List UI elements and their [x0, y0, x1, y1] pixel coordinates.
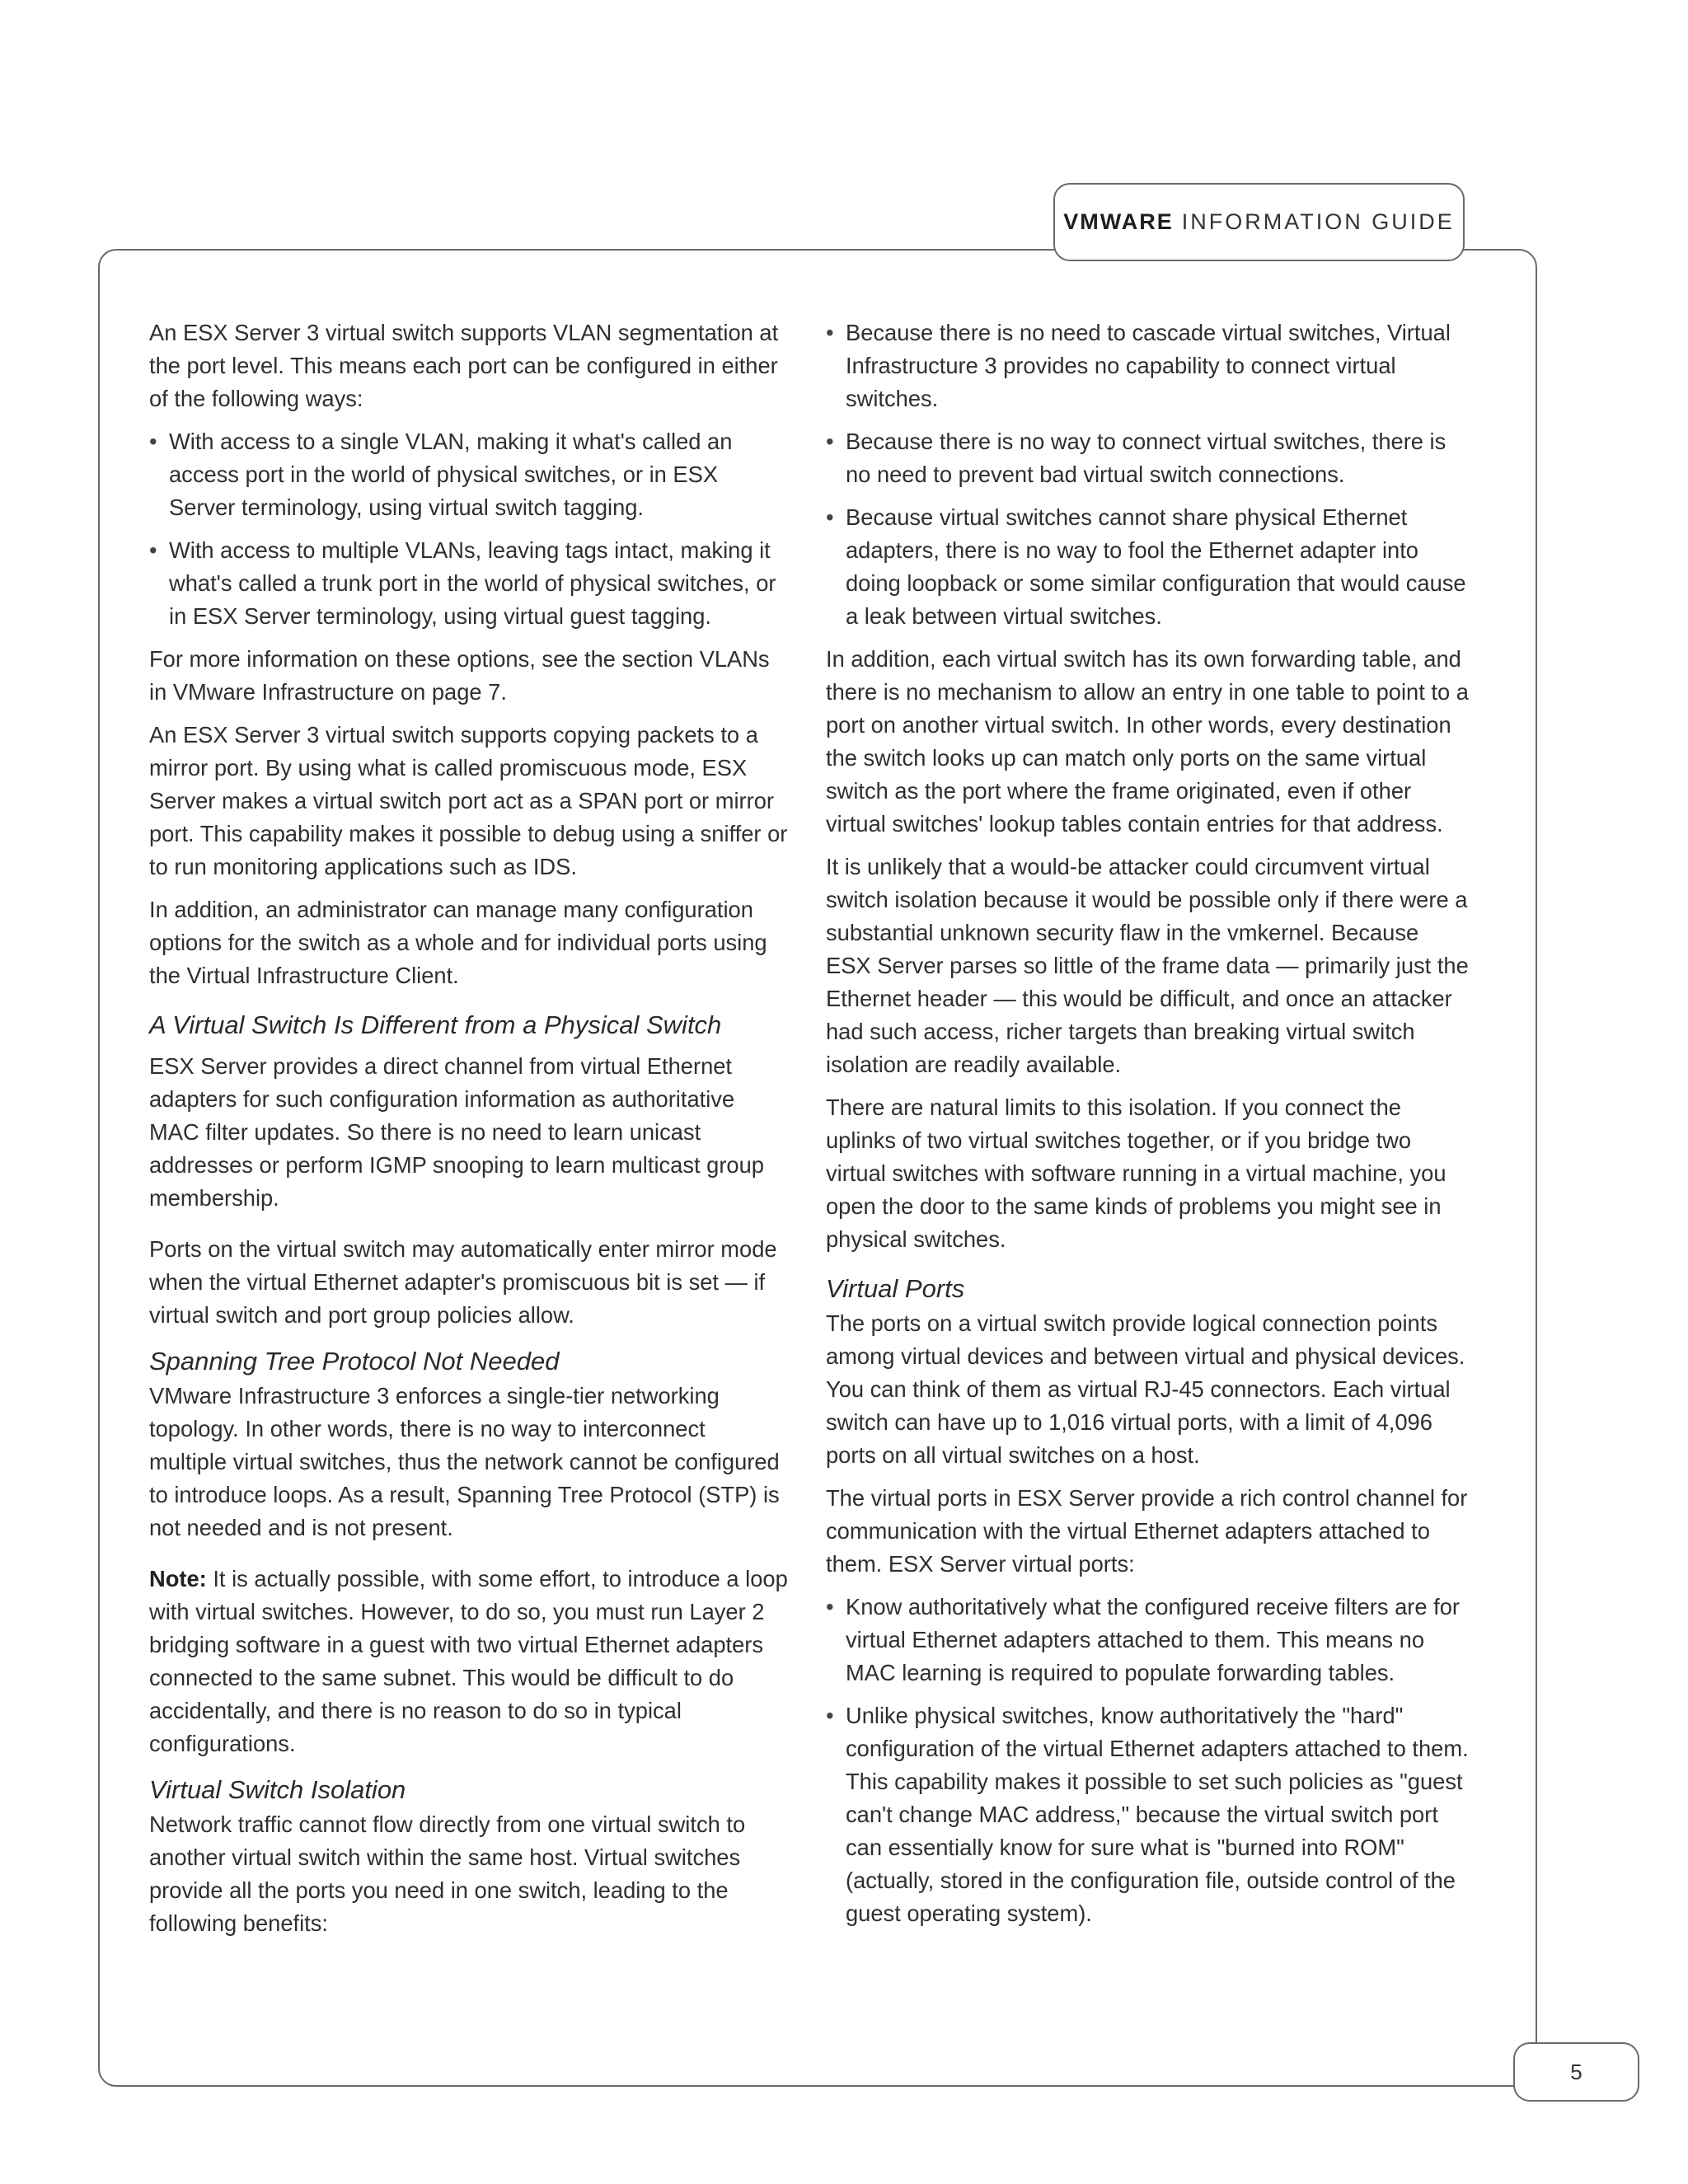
- bullet-list: [149, 425, 788, 633]
- list-item: • Because there is no need to cascade virtual switches, Virtual Infrastructure 3 provides no capability to connect virtual switches.: [826, 316, 1469, 415]
- paragraph: An ESX Server 3 virtual switch supports copying packets to a mirror port. By using what is called promiscuous mode, ESX Server makes a virtual switch port act as a SPAN port or mirror port. This capability makes it possible to debug using a sniffer or to run monitoring applications such as IDS.: [149, 722, 788, 879]
- guide-title: INFORMATION GUIDE: [1181, 209, 1455, 234]
- paragraph: For more information on these options, see the section VLANs in VMware Infrastructure on page 7.: [149, 646, 770, 705]
- paragraph: The ports on a virtual switch provide logical connection points among virtual devices and between virtual and physical devices. You can think of them as virtual RJ-45 connectors. Each virtual switch can have up to 1,016 virtual ports, with a limit of 4,096 ports on all virtual switches on a host.: [826, 1310, 1465, 1468]
- paragraph: An ESX Server 3 virtual switch supports VLAN segmentation at the port level. This means each port can be configured in either of the following ways:: [149, 320, 779, 411]
- paragraph: The virtual ports in ESX Server provide a rich control channel for communication with the virtual Ethernet adapters attached to them. ESX Server virtual ports:: [826, 1485, 1468, 1577]
- bullet-list: [826, 1591, 1469, 1930]
- note-paragraph: [149, 1563, 788, 1760]
- list-item: • Because virtual switches cannot share physical Ethernet adapters, there is no way to fool the Ethernet adapter into doing loopback or some similar configuration that would cause a leak between virtual switches.: [826, 501, 1469, 633]
- list-item: • Unlike physical switches, know authoritatively the "hard" configuration of the virtual Ethernet adapters attached to them. This capability makes it possible to set such policies as "guest can't change MAC address," because the virtual switch port can essentially know for sure what is "burned into ROM" (actually, stored in the configuration file, outside control of the guest operating system).: [826, 1699, 1469, 1930]
- note-text: It is actually possible, with some effort, to introduce a loop with virtual switches. However, to do so, you must run Layer 2 bridging software in a guest with two virtual Ethernet adapters connected to the same subnet. This would be difficult to do accidentally, and there is no reason to do so in typical configurations.: [149, 1566, 788, 1756]
- paragraph: Ports on the virtual switch may automatically enter mirror mode when the virtual Ethernet adapter's promiscuous bit is set — if virtual switch and port group policies allow.: [149, 1236, 777, 1328]
- left-column: [149, 316, 788, 1950]
- list-item: • With access to a single VLAN, making it what's called an access port in the world of physical switches, or in ESX Server terminology, using virtual switch tagging.: [149, 425, 788, 524]
- paragraph: VMware Infrastructure 3 enforces a single-tier networking topology. In other words, there is no way to interconnect multiple virtual switches, thus the network cannot be configured to introduce loops. As a result, Spanning Tree Protocol (STP) is not needed and is not present.: [149, 1383, 780, 1540]
- document-header: [1053, 183, 1465, 261]
- paragraph: Network traffic cannot flow directly from one virtual switch to another virtual switch within the same host. Virtual switches provide all the ports you need in one switch, leading to the following benefits:: [149, 1811, 746, 1936]
- list-item: • Because there is no way to connect virtual switches, there is no need to prevent bad virtual switch connections.: [826, 425, 1469, 491]
- paragraph: It is unlikely that a would-be attacker could circumvent virtual switch isolation because it would be possible only if there were a substantial unknown security flaw in the vmkernel. Because ESX Server parses so little of the frame data — primarily just the Ethernet header — this would be difficult, and once an attacker had such access, richer targets than breaking virtual switch isolation are readily available.: [826, 854, 1469, 1077]
- page-number: 5: [1570, 2059, 1582, 2084]
- paragraph: ESX Server provides a direct channel from virtual Ethernet adapters for such configuration information as authoritative MAC filter updates. So there is no need to learn unicast addresses or perform IGMP snooping to learn multicast group membership.: [149, 1053, 764, 1211]
- list-item: • Know authoritatively what the configured receive filters are for virtual Ethernet adapters attached to them. This means no MAC learning is required to populate forwarding tables.: [826, 1591, 1469, 1690]
- paragraph: In addition, an administrator can manage many configuration options for the switch as a whole and for individual ports using the Virtual Infrastructure Client.: [149, 897, 767, 988]
- list-item: • With access to multiple VLANs, leaving tags intact, making it what's called a trunk port in the world of physical switches, or in ESX Server terminology, using virtual guest tagging.: [149, 534, 788, 633]
- section-heading: A Virtual Switch Is Different from a Physical Switch: [149, 1010, 722, 1039]
- subsection-heading: Virtual Switch Isolation: [149, 1775, 406, 1804]
- page-number-tab: [1513, 2042, 1639, 2102]
- paragraph: There are natural limits to this isolation. If you connect the uplinks of two virtual switches together, or if you bridge two virtual switches with software running in a virtual machine, you open the door to the same kinds of problems you might see in physical switches.: [826, 1094, 1447, 1252]
- brand-name: VMWARE: [1063, 209, 1174, 234]
- right-column: [826, 316, 1469, 1940]
- bullet-list: [826, 316, 1469, 633]
- paragraph: In addition, each virtual switch has its own forwarding table, and there is no mechanism to allow an entry in one table to point to a port on another virtual switch. In other words, every destination the switch looks up can match only ports on the same virtual switch as the port where the frame originated, even if other virtual switches' lookup tables contain entries for that address.: [826, 646, 1469, 837]
- subsection-heading: Spanning Tree Protocol Not Needed: [149, 1347, 560, 1376]
- note-label: Note:: [149, 1566, 207, 1591]
- section-heading: Virtual Ports: [826, 1274, 965, 1303]
